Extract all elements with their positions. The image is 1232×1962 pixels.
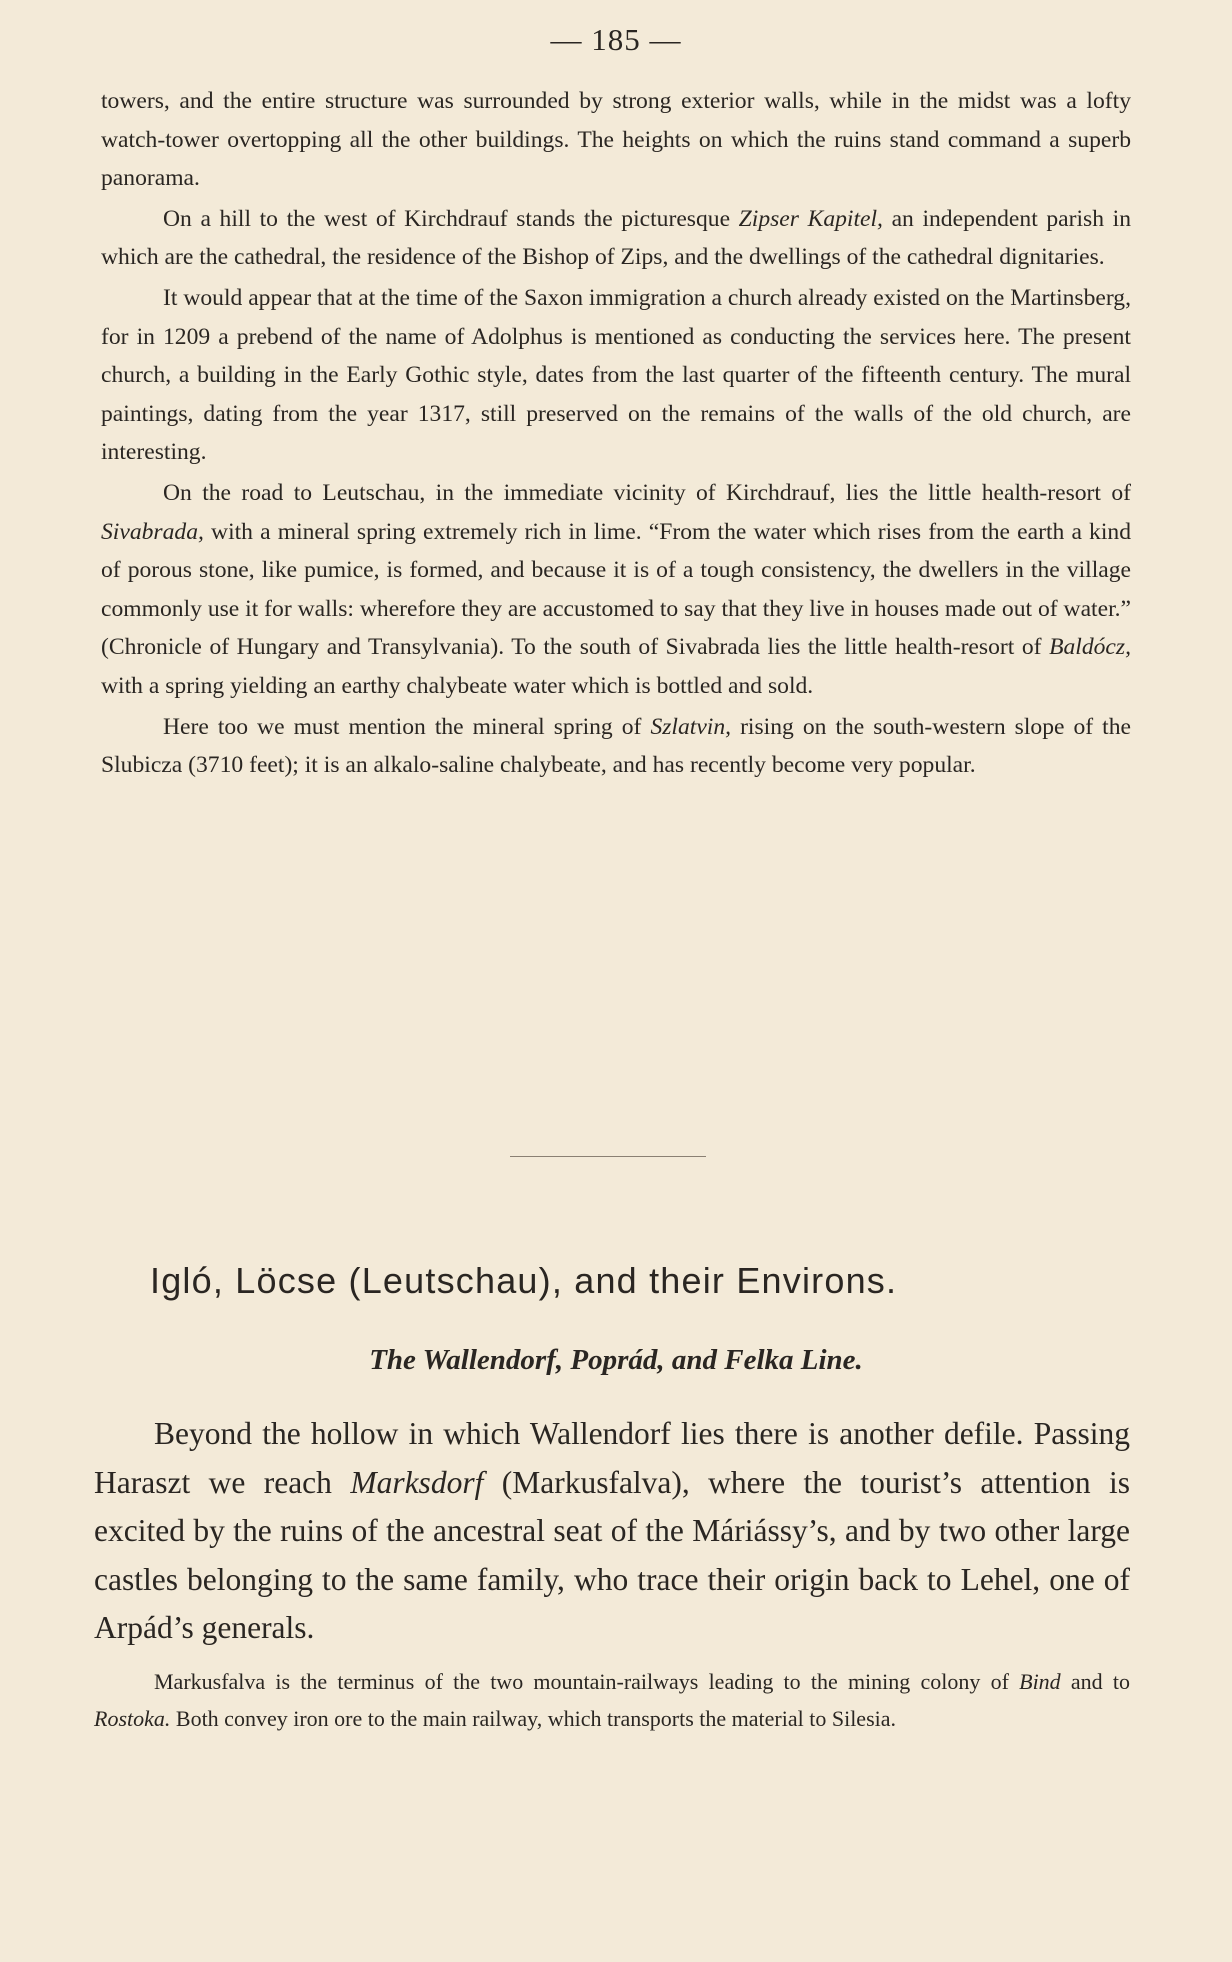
text-run: and to (1060, 1668, 1130, 1694)
text-run: Here too we must mention the mineral spring of (163, 713, 651, 740)
place-name-italic: Marksdorf (350, 1464, 484, 1500)
place-name-italic: Szlatvin, (650, 713, 732, 740)
place-name-italic: Bind (1019, 1668, 1061, 1694)
place-name-italic: Sivabrada, (101, 518, 204, 545)
place-name-italic: Rostoka. (94, 1706, 171, 1731)
paragraph-saxon-immigration: It would appear that at the time of the Saxon immigration a church already existed on the Martinsberg, for in 1209 a prebend of the name of Adolphus is mentioned as conducting the services here. The present church, a building in the Early Gothic style, dates from the last quarter of the fifteenth century. The mural paintings, dating from the year 1317, still preserved on the remains of the walls of the old church, are interesting. (101, 284, 1131, 466)
text-run: Both convey iron ore to the main railway, which transports the material to Silesia. (170, 1706, 897, 1731)
paragraph-markusfalva (94, 1663, 1130, 1738)
section-divider (510, 1156, 706, 1157)
text-run: an independent parish in which are the cathedral, the residence of the Bishop of Zips, and the dwellings of the cathedral dignitaries. (101, 205, 1131, 271)
text-run: Beyond the hollow in which Wallendorf lies there is another defile. Passing Haraszt we reach (94, 1416, 1130, 1500)
text-run: with a spring yielding an earthy chalybeate water which is bottled and sold. (101, 672, 814, 699)
body-section-bottom (94, 1410, 1130, 1738)
text-run: rising on the south-western slope of the Slubicza (3710 feet); it is an alkalo-saline chalybeate, and has recently become very popular. (101, 713, 1131, 779)
paragraph-sivabrada (101, 474, 1131, 706)
place-name-italic: Baldócz, (1049, 634, 1131, 661)
text-run: with a mineral spring extremely rich in lime. “From the water which rises from the earth a kind of porous stone, like pumice, is formed, and because it is of a tough consistency, the dwellers in the village commonly use it for walls: wherefore they are accustomed to say that they live in houses made out of water.” (Chronicle of Hungary and Transylvania). To the south of Sivabrada lies the little health-resort of (101, 518, 1131, 661)
paragraph-towers: towers, and the entire structure was surrounded by strong exterior walls, while in the midst was a lofty watch-tower overtopping all the other buildings. The heights on which the ruins stand command a superb panorama. (101, 88, 1131, 192)
text-run: Markusfalva is the terminus of the two mountain-railways leading to the mining colony of (154, 1668, 1020, 1694)
paragraph-wallendorf (94, 1410, 1130, 1653)
section-heading: Igló, Löcse (Leutschau), and their Environs. (150, 1260, 898, 1301)
text-run: On a hill to the west of Kirchdrauf stands the picturesque (163, 205, 739, 232)
place-name-italic: Zipser Kapitel, (738, 205, 883, 232)
paragraph-zipser-kapitel (101, 200, 1131, 277)
text-run: (Markusfalva), where the tourist’s attention is excited by the ruins of the ancestral seat of the Máriássy’s, and by two other large castles belonging to the same family, who trace their origin back to Lehel, one of Arpád’s generals. (94, 1464, 1130, 1645)
paragraph-szlatvin (101, 708, 1131, 785)
text-run: On the road to Leutschau, in the immediate vicinity of Kirchdrauf, lies the little health-resort of (163, 479, 1131, 506)
body-section-top (101, 82, 1131, 785)
page-number: — 185 — (550, 22, 682, 57)
section-subheading: The Wallendorf, Poprád, and Felka Line. (369, 1344, 863, 1376)
